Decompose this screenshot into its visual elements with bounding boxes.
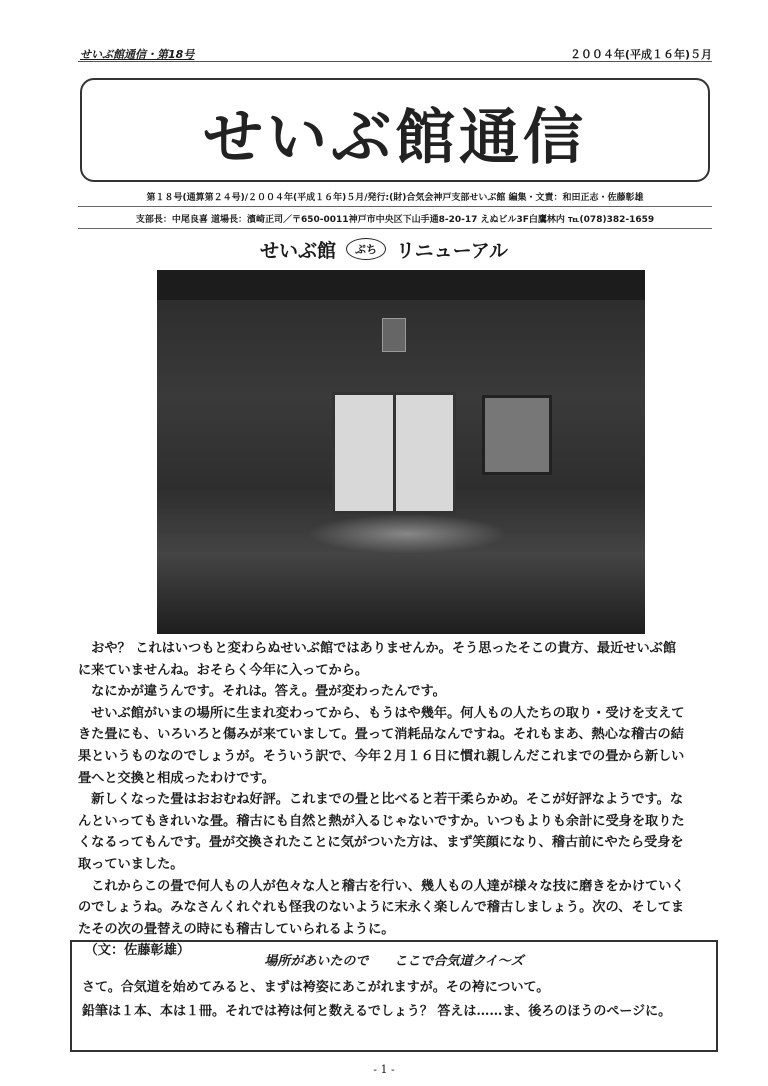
body-line: たその次の畳替えの時にも稽古していられるように。	[78, 921, 395, 937]
body-line: 取っていました。	[78, 856, 184, 872]
masthead-title: せいぶ館通信	[203, 103, 587, 173]
floor-reflection	[307, 514, 507, 554]
body-line: くなるってもんです。畳が交換されたことに気がついた方は、まず笑顔になり、稽古前にやたら受身を	[78, 835, 684, 851]
issue-date: ２００４年(平成１６年)５月	[569, 48, 712, 61]
sliding-door	[332, 392, 456, 514]
quiz-title: 場所があいたので ここで合気道クイ～ズ	[264, 954, 524, 969]
publication-info: 第１８号(通算第２４号)/２００４年(平成１６年)５月/発行:(財)合気会神戸支部せいぶ館 編集・文責：和田正志・佐藤彰雄	[146, 193, 644, 203]
body-line: 新しくなった畳はおおむね好評。これまでの畳と比べると若干柔らかめ。そこが好評なようです。な	[78, 792, 684, 808]
body-line: きた畳にも、いろいろと傷みが来ていまして。畳って消耗品なんですね。それもまあ、熱心な稽古の結	[78, 727, 684, 743]
header-divider	[78, 61, 712, 62]
dojo-photo	[157, 270, 645, 634]
quiz-box	[70, 940, 718, 1052]
article-title-left: せいぶ館	[260, 240, 337, 262]
body-line: 果というものなのでしょうが。そういう訳で、今年２月１６日に慣れ親しんだこれまでの畳から新しい	[78, 748, 685, 764]
body-line: せいぶ館がいまの場所に生まれ変わってから、もうはや幾年。何人もの人たちの取り・受けを支えて	[78, 705, 685, 721]
contact-info: 支部長：中尾良喜 道場長：濱崎正司／〒650-0011神戸市中央区下山手通8-20-17 えぬビル3F白鷹林内 ℡(078)382-1659	[135, 215, 655, 225]
body-line: なにかが違うんです。それは。答え。畳が変わったんです。	[78, 684, 446, 700]
quiz-question-2: 鉛筆は１本、本は１冊。それでは袴は何と数えるでしょう？ 答えは……ま、後ろのほうのページに。	[82, 1004, 672, 1019]
wall-scroll	[382, 318, 406, 352]
body-line: んといってもきれいな畳。稽古にも自然と熱が入るじゃないですか。いつもよりも余計に受身を取りた	[78, 813, 685, 829]
speech-bubble: ぷち	[346, 238, 386, 260]
article-body	[78, 638, 710, 962]
body-line: これからこの畳で何人もの人が色々な人と稽古を行い、幾人もの人達が様々な技に磨きをかけていく	[78, 878, 685, 894]
article-title	[0, 236, 768, 263]
info-divider	[78, 206, 712, 207]
series-label: せいぶ館通信・第18号	[80, 48, 195, 61]
info-divider-bottom	[78, 228, 712, 229]
window	[482, 395, 552, 475]
body-line: （文：佐藤彰雄）	[78, 943, 191, 959]
page-number: - 1 -	[373, 1063, 395, 1076]
body-line: おや？ これはいつもと変わらぬせいぶ館ではありませんか。そう思ったそこの貴方、最近せいぶ館	[78, 641, 677, 656]
body-line: のでしょうね。みなさんくれぐれも怪我のないように末永く楽しんで稽古しましょう。次の、そしてま	[78, 900, 685, 916]
quiz-question-1: さて。合気道を始めてみると、まずは袴姿にあこがれますが。その袴について。	[82, 980, 550, 995]
masthead-box	[80, 78, 710, 182]
ceiling	[157, 270, 645, 300]
article-title-right: リニューアル	[396, 240, 508, 262]
body-line: 畳へと交換と相成ったわけです。	[78, 770, 275, 786]
body-line: に来ていませんね。おそらく今年に入ってから。	[78, 662, 369, 678]
